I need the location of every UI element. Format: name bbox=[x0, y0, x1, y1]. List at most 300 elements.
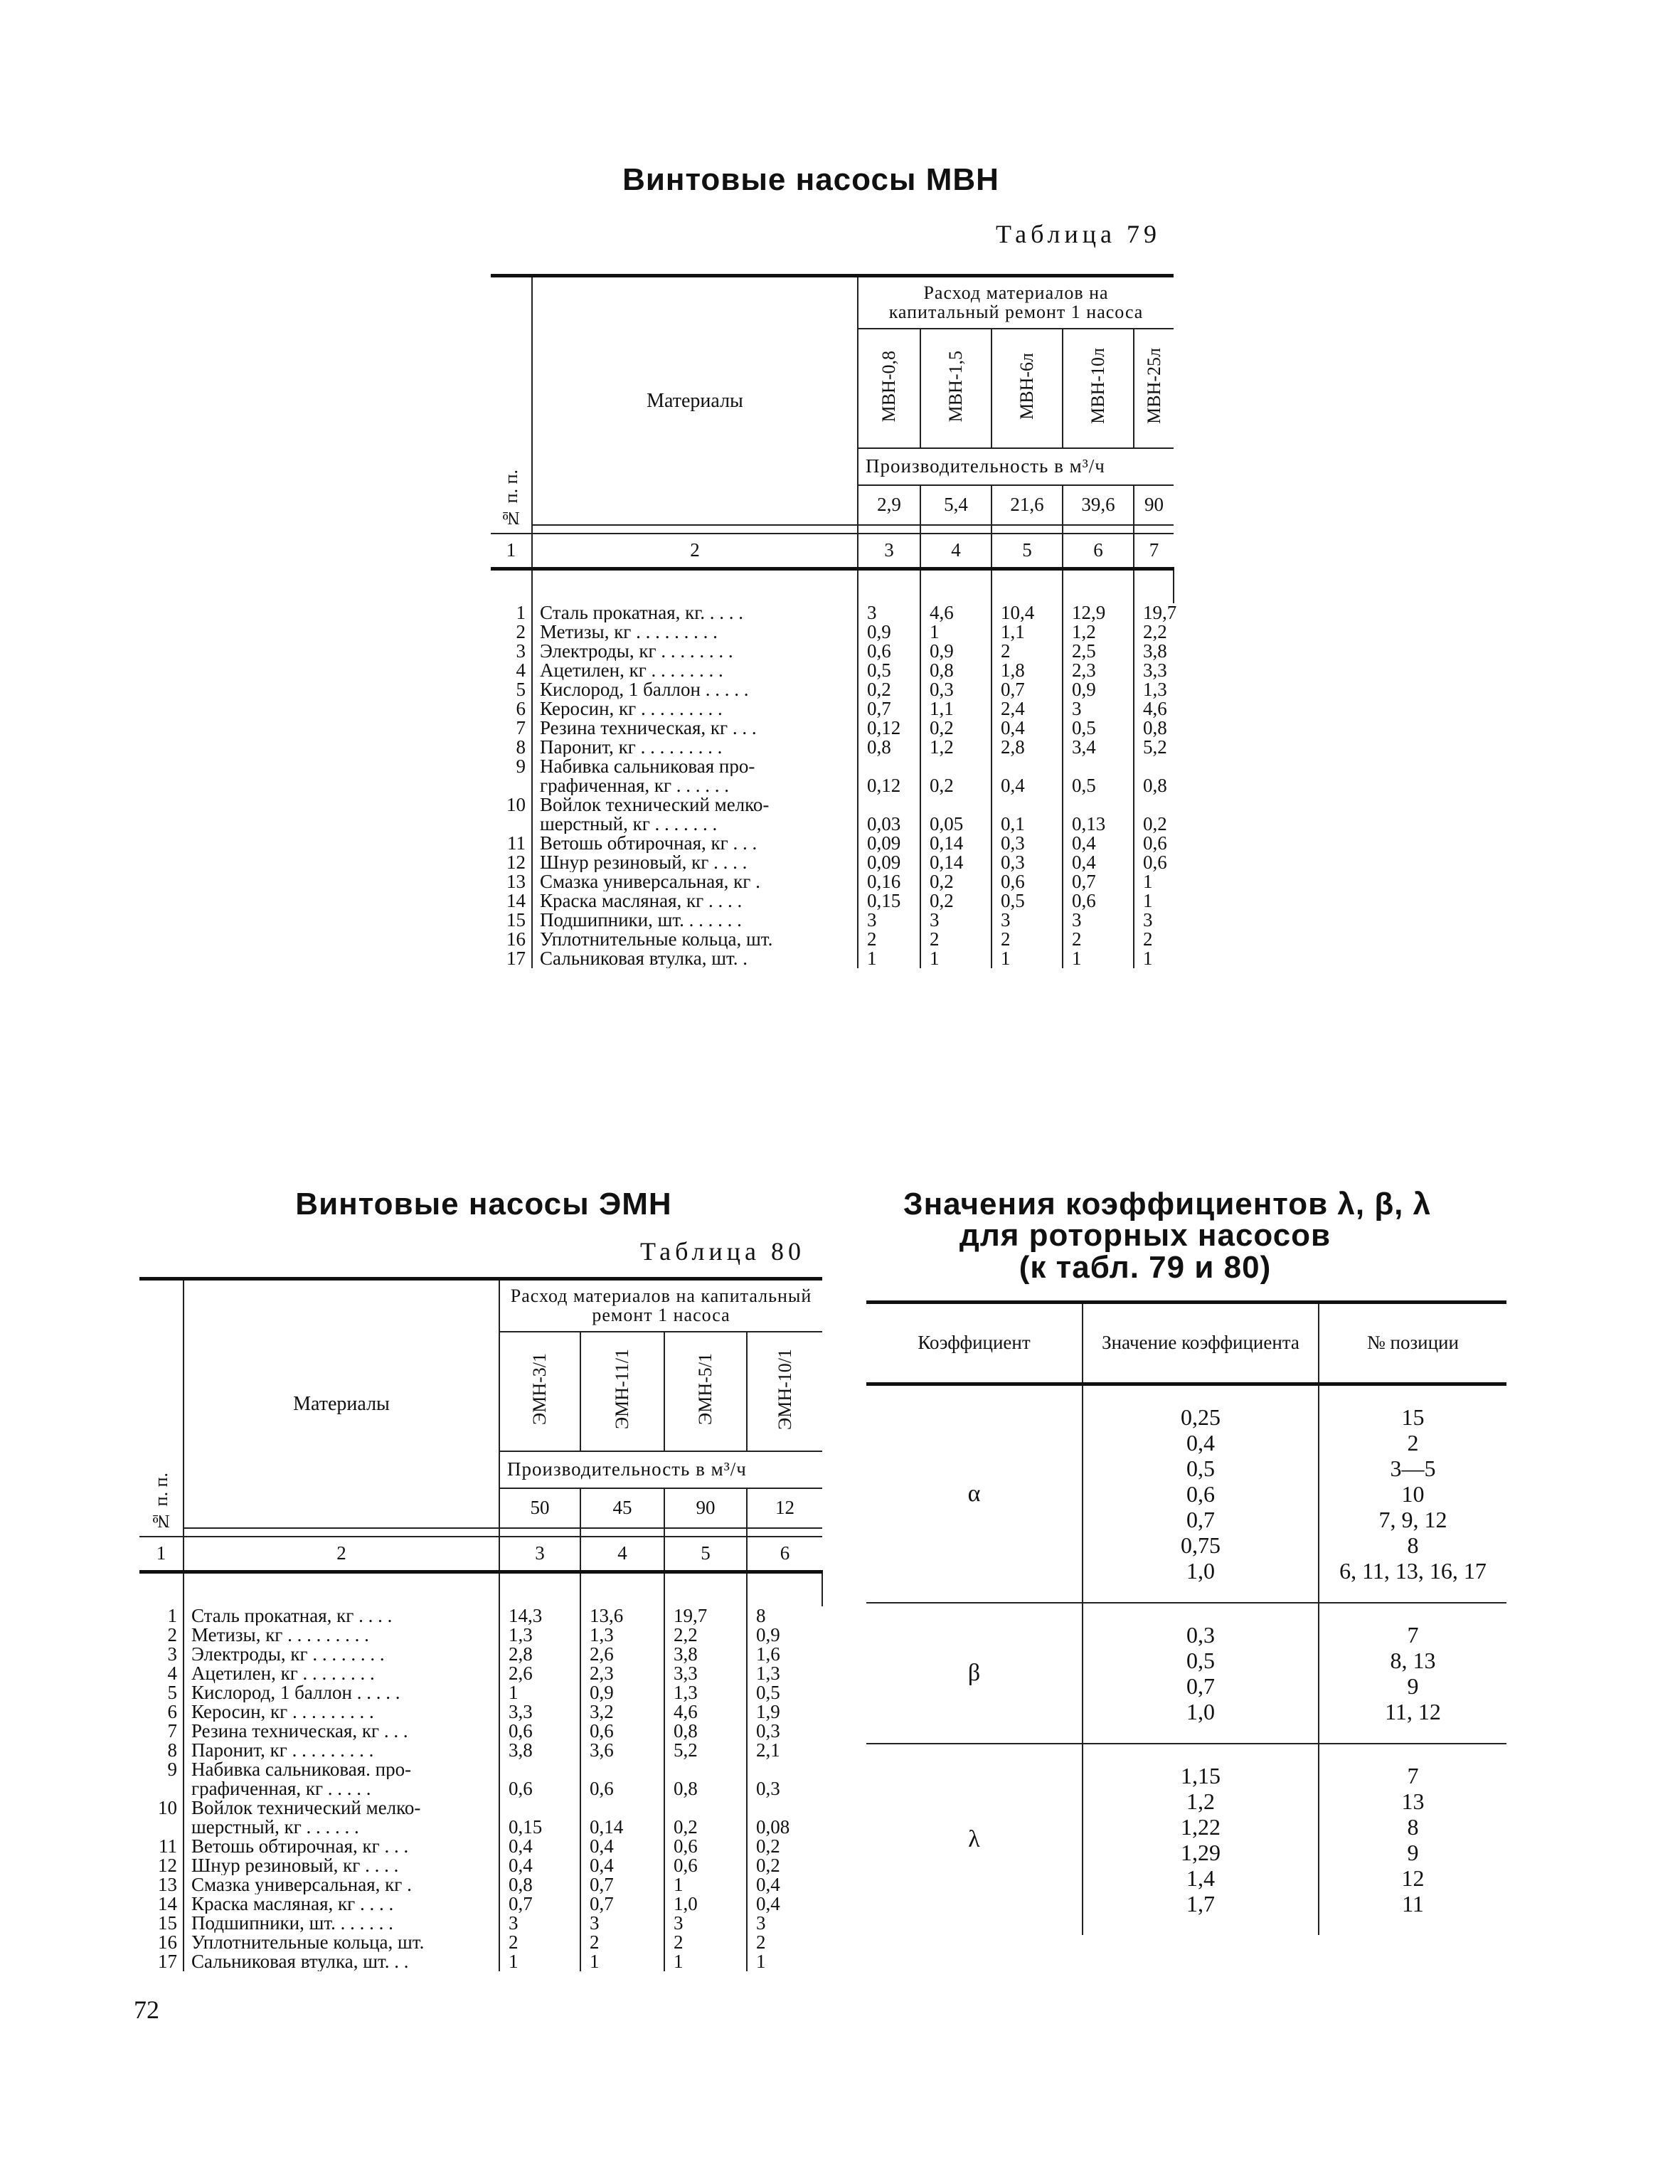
table80-productivity-value: 90 bbox=[664, 1488, 747, 1528]
coef-group-row bbox=[866, 1744, 1506, 1935]
coef-group-row bbox=[866, 1384, 1506, 1603]
coef-title-line2: для роторных насосов bbox=[959, 1218, 1331, 1253]
material-name: Смазка универсальная, кг . bbox=[184, 1875, 499, 1894]
coef-value: 1,22 bbox=[1181, 1814, 1221, 1840]
row-number: 3 bbox=[167, 1643, 177, 1665]
table80-numcol-label: № п. п. bbox=[150, 1473, 171, 1532]
material-name: графиченная, кг . . . . . . bbox=[532, 776, 858, 795]
table-row bbox=[491, 815, 1174, 834]
material-value: 0,9 bbox=[747, 1626, 822, 1645]
table80-gap bbox=[747, 1571, 822, 1606]
material-value: 0,8 bbox=[1134, 776, 1174, 795]
table80-col-number: 3 bbox=[499, 1537, 580, 1572]
coef-position: 13 bbox=[1401, 1788, 1425, 1814]
material-value: 0,2 bbox=[747, 1856, 822, 1875]
table-row bbox=[139, 1894, 822, 1914]
table80-gap bbox=[499, 1571, 580, 1606]
material-value: 0,3 bbox=[920, 680, 991, 699]
material-value: 2,8 bbox=[499, 1645, 580, 1664]
table-row bbox=[491, 680, 1174, 699]
material-value: 3,3 bbox=[1134, 661, 1174, 680]
material-value: 0,3 bbox=[747, 1779, 822, 1798]
table-row bbox=[491, 776, 1174, 795]
table80-col-number: 5 bbox=[664, 1537, 747, 1572]
table79-col-number: 5 bbox=[991, 534, 1063, 569]
table80-productivity-value: 45 bbox=[580, 1488, 664, 1528]
material-value: 0,9 bbox=[580, 1683, 664, 1702]
table-row bbox=[491, 738, 1174, 757]
material-value: 2,1 bbox=[747, 1741, 822, 1760]
table79-spacer bbox=[920, 525, 991, 534]
coef-header: № позиции bbox=[1319, 1303, 1506, 1384]
table79-title: Винтовые насосы МВН bbox=[622, 162, 999, 197]
table79-label: Таблица 79 bbox=[996, 220, 1161, 248]
table80-model-label: ЭМН-3/1 bbox=[529, 1353, 551, 1426]
material-value bbox=[747, 1798, 822, 1818]
coef-value: 0,6 bbox=[1186, 1481, 1215, 1507]
row-number: 16 bbox=[158, 1931, 177, 1953]
coef-positions bbox=[1319, 1603, 1506, 1744]
table79-numcol-header bbox=[491, 276, 532, 534]
material-value: 0,2 bbox=[920, 776, 991, 795]
material-value: 0,6 bbox=[664, 1856, 747, 1875]
table80-col-number: 1 bbox=[139, 1537, 184, 1572]
material-value: 0,7 bbox=[580, 1894, 664, 1914]
material-value: 0,08 bbox=[747, 1818, 822, 1837]
table-row bbox=[491, 891, 1174, 911]
material-value bbox=[664, 1798, 747, 1818]
table79-model-header bbox=[1134, 329, 1174, 448]
material-value: 13,6 bbox=[580, 1606, 664, 1626]
coef-symbol: α bbox=[866, 1384, 1083, 1603]
material-name: Ацетилен, кг . . . . . . . . bbox=[184, 1664, 499, 1683]
table-row bbox=[491, 949, 1174, 968]
table80 bbox=[139, 1277, 822, 1971]
table79-col-number: 2 bbox=[532, 534, 858, 569]
table-row bbox=[491, 834, 1174, 853]
table-row bbox=[491, 911, 1174, 930]
row-number: 5 bbox=[167, 1681, 177, 1703]
material-value: 0,8 bbox=[664, 1779, 747, 1798]
material-value: 0,4 bbox=[747, 1875, 822, 1894]
material-value: 0,2 bbox=[920, 719, 991, 738]
material-value: 1,9 bbox=[747, 1702, 822, 1722]
table-row bbox=[491, 930, 1174, 949]
material-value: 0,8 bbox=[499, 1875, 580, 1894]
table79-col-number: 6 bbox=[1063, 534, 1134, 569]
row-number: 9 bbox=[516, 755, 526, 777]
material-value: 2 bbox=[991, 642, 1063, 661]
material-value: 0,3 bbox=[991, 834, 1063, 853]
row-number bbox=[491, 776, 532, 795]
coef-value: 1,0 bbox=[1186, 1699, 1215, 1724]
table79-model-label: МВН-10л bbox=[1088, 348, 1109, 425]
material-value: 0,1 bbox=[991, 815, 1063, 834]
coef-positions bbox=[1319, 1384, 1506, 1603]
material-value: 1,3 bbox=[664, 1683, 747, 1702]
table-row bbox=[139, 1741, 822, 1760]
table80-group-header: Расход материалов на капитальный ремонт 1 насоса bbox=[499, 1279, 822, 1332]
table79 bbox=[491, 274, 1177, 969]
material-value: 0,6 bbox=[580, 1722, 664, 1741]
material-value: 0,5 bbox=[991, 891, 1063, 911]
material-value bbox=[920, 795, 991, 815]
material-value: 0,12 bbox=[858, 776, 920, 795]
material-value: 2,6 bbox=[580, 1645, 664, 1664]
material-value: 0,2 bbox=[664, 1818, 747, 1837]
coefficients-table bbox=[866, 1300, 1506, 1935]
material-value: 0,6 bbox=[499, 1779, 580, 1798]
table80-col-number: 4 bbox=[580, 1537, 664, 1572]
material-value: 4,6 bbox=[920, 603, 991, 622]
row-number: 10 bbox=[506, 793, 526, 815]
row-number: 11 bbox=[159, 1835, 177, 1857]
material-value: 2 bbox=[664, 1933, 747, 1952]
table80-spacer bbox=[184, 1528, 499, 1537]
table79-gap bbox=[1063, 568, 1134, 603]
material-value: 0,2 bbox=[920, 891, 991, 911]
material-name: Ацетилен, кг . . . . . . . . bbox=[532, 661, 858, 680]
material-value: 0,3 bbox=[991, 853, 1063, 872]
table79-model-header bbox=[991, 329, 1063, 448]
coef-position: 2 bbox=[1407, 1430, 1419, 1456]
material-value: 0,03 bbox=[858, 815, 920, 834]
table-row bbox=[491, 853, 1174, 872]
material-value: 3,3 bbox=[499, 1702, 580, 1722]
table80-gap bbox=[139, 1571, 184, 1606]
material-value: 8 bbox=[747, 1606, 822, 1626]
material-value: 3 bbox=[580, 1914, 664, 1933]
material-value: 0,6 bbox=[991, 872, 1063, 891]
material-value bbox=[664, 1760, 747, 1779]
table80-materials-header: Материалы bbox=[184, 1279, 499, 1528]
table79-model-label: МВН-1,5 bbox=[945, 350, 967, 423]
material-name: Подшипники, шт. . . . . . . bbox=[532, 911, 858, 930]
table-row bbox=[139, 1875, 822, 1894]
material-value: 0,9 bbox=[1063, 680, 1134, 699]
material-value: 1,3 bbox=[580, 1626, 664, 1645]
row-number bbox=[139, 1779, 184, 1798]
row-number: 8 bbox=[516, 736, 526, 758]
material-value: 3,3 bbox=[664, 1664, 747, 1683]
table79-gap bbox=[1134, 568, 1174, 603]
table-row bbox=[491, 719, 1174, 738]
table80-spacer bbox=[747, 1528, 822, 1537]
coef-value: 1,2 bbox=[1186, 1788, 1215, 1814]
material-name: Паронит, кг . . . . . . . . . bbox=[532, 738, 858, 757]
coef-values bbox=[1083, 1603, 1319, 1744]
coef-value: 1,0 bbox=[1186, 1558, 1215, 1584]
material-value: 0,2 bbox=[920, 872, 991, 891]
coef-position: 7 bbox=[1407, 1763, 1419, 1788]
table-row bbox=[491, 795, 1174, 815]
row-number: 2 bbox=[516, 620, 526, 642]
material-value: 0,6 bbox=[580, 1779, 664, 1798]
material-value: 1,1 bbox=[920, 699, 991, 719]
material-name: Шнур резиновый, кг . . . . bbox=[184, 1856, 499, 1875]
table80-spacer bbox=[664, 1528, 747, 1537]
material-name: Сталь прокатная, кг . . . . bbox=[184, 1606, 499, 1626]
material-value: 1 bbox=[499, 1683, 580, 1702]
table79-productivity-value: 5,4 bbox=[920, 485, 991, 525]
table80-col-number: 2 bbox=[184, 1537, 499, 1572]
coef-position: 11, 12 bbox=[1385, 1699, 1441, 1724]
material-value: 5,2 bbox=[1134, 738, 1174, 757]
row-number: 2 bbox=[167, 1623, 177, 1645]
row-number: 7 bbox=[167, 1719, 177, 1742]
row-number: 13 bbox=[506, 870, 526, 892]
row-number: 1 bbox=[167, 1604, 177, 1626]
row-number: 15 bbox=[158, 1912, 177, 1934]
material-value: 1 bbox=[920, 622, 991, 642]
table79-model-header bbox=[858, 329, 920, 448]
material-name: Набивка сальниковая про- bbox=[532, 757, 858, 776]
coef-position: 8, 13 bbox=[1390, 1648, 1436, 1673]
material-value: 3,4 bbox=[1063, 738, 1134, 757]
material-value: 1 bbox=[580, 1952, 664, 1971]
material-name: Сальниковая втулка, шт. . . bbox=[184, 1952, 499, 1971]
coef-value: 0,5 bbox=[1186, 1456, 1215, 1481]
material-name: Керосин, кг . . . . . . . . . bbox=[184, 1702, 499, 1722]
material-value: 0,7 bbox=[991, 680, 1063, 699]
material-value bbox=[920, 757, 991, 776]
material-name: Сталь прокатная, кг. . . . . bbox=[532, 603, 858, 622]
coef-position: 12 bbox=[1401, 1865, 1425, 1891]
coef-position: 9 bbox=[1407, 1673, 1419, 1699]
material-value: 0,14 bbox=[920, 853, 991, 872]
material-value: 1 bbox=[1134, 949, 1174, 968]
table79-model-label: МВН-0,8 bbox=[878, 350, 900, 423]
row-number: 5 bbox=[516, 678, 526, 700]
table80-spacer bbox=[580, 1528, 664, 1537]
table79-spacer bbox=[858, 525, 920, 534]
page-number: 72 bbox=[134, 1995, 159, 2024]
material-name: Войлок технический мелко- bbox=[532, 795, 858, 815]
material-value: 2 bbox=[858, 930, 920, 949]
table79-gap bbox=[920, 568, 991, 603]
row-number: 10 bbox=[158, 1796, 177, 1818]
material-value: 1,3 bbox=[499, 1626, 580, 1645]
table79-productivity-value: 21,6 bbox=[991, 485, 1063, 525]
coef-value: 1,15 bbox=[1181, 1763, 1221, 1788]
material-value: 0,6 bbox=[499, 1722, 580, 1741]
table-row bbox=[139, 1722, 822, 1741]
material-value: 0,6 bbox=[1063, 891, 1134, 911]
material-name: Шнур резиновый, кг . . . . bbox=[532, 853, 858, 872]
material-value: 2,8 bbox=[991, 738, 1063, 757]
table-row bbox=[491, 872, 1174, 891]
material-name: Электроды, кг . . . . . . . . bbox=[532, 642, 858, 661]
material-value: 0,4 bbox=[580, 1837, 664, 1856]
material-value bbox=[1063, 795, 1134, 815]
material-value: 0,6 bbox=[858, 642, 920, 661]
table-row bbox=[139, 1760, 822, 1779]
table-row bbox=[139, 1914, 822, 1933]
material-value: 3 bbox=[1134, 911, 1174, 930]
material-value: 3 bbox=[920, 911, 991, 930]
material-value: 0,4 bbox=[1063, 853, 1134, 872]
material-value: 5,2 bbox=[664, 1741, 747, 1760]
table-row bbox=[491, 622, 1174, 642]
material-value: 3 bbox=[1063, 911, 1134, 930]
table79-model-label: МВН-25л bbox=[1143, 348, 1164, 425]
row-number: 4 bbox=[516, 659, 526, 681]
material-value: 1 bbox=[1134, 891, 1174, 911]
table79-spacer bbox=[991, 525, 1063, 534]
table79-spacer bbox=[532, 525, 858, 534]
table79-col-number: 7 bbox=[1134, 534, 1174, 569]
material-value: 2 bbox=[580, 1933, 664, 1952]
material-value: 1 bbox=[1063, 949, 1134, 968]
coef-title-line1: Значения коэффициентов λ, β, λ bbox=[903, 1187, 1432, 1221]
material-value: 0,9 bbox=[920, 642, 991, 661]
material-value: 3 bbox=[499, 1914, 580, 1933]
material-value: 0,14 bbox=[920, 834, 991, 853]
material-value: 3,8 bbox=[499, 1741, 580, 1760]
material-value bbox=[1134, 795, 1174, 815]
material-name: Метизы, кг . . . . . . . . . bbox=[184, 1626, 499, 1645]
material-name: Смазка универсальная, кг . bbox=[532, 872, 858, 891]
material-value: 3,8 bbox=[664, 1645, 747, 1664]
row-number: 14 bbox=[506, 889, 526, 911]
table79-model-header bbox=[1063, 329, 1134, 448]
material-value: 0,9 bbox=[858, 622, 920, 642]
material-value: 3 bbox=[991, 911, 1063, 930]
row-number: 6 bbox=[167, 1700, 177, 1722]
row-number bbox=[139, 1818, 184, 1837]
row-number: 4 bbox=[167, 1662, 177, 1684]
material-value: 0,09 bbox=[858, 834, 920, 853]
table-row bbox=[139, 1683, 822, 1702]
coef-values bbox=[1083, 1744, 1319, 1935]
material-value: 0,6 bbox=[1134, 853, 1174, 872]
table80-model-header bbox=[664, 1332, 747, 1451]
coef-position: 7 bbox=[1407, 1622, 1419, 1648]
table79-gap bbox=[532, 568, 858, 603]
table-row bbox=[139, 1818, 822, 1837]
material-value: 2,2 bbox=[1134, 622, 1174, 642]
material-name: Электроды, кг . . . . . . . . bbox=[184, 1645, 499, 1664]
table-row bbox=[139, 1837, 822, 1856]
material-value bbox=[747, 1760, 822, 1779]
coef-value: 0,5 bbox=[1186, 1648, 1215, 1673]
material-value: 3,2 bbox=[580, 1702, 664, 1722]
table80-gap bbox=[580, 1571, 664, 1606]
material-value: 0,4 bbox=[991, 776, 1063, 795]
table79-productivity-label: Производительность в м³/ч bbox=[858, 448, 1174, 485]
coef-value: 0,3 bbox=[1186, 1622, 1215, 1648]
material-value: 1,8 bbox=[991, 661, 1063, 680]
material-value: 3 bbox=[1063, 699, 1134, 719]
coef-position: 7, 9, 12 bbox=[1378, 1507, 1447, 1532]
table79-gap bbox=[858, 568, 920, 603]
material-value: 3 bbox=[858, 603, 920, 622]
material-value: 0,2 bbox=[747, 1837, 822, 1856]
table79-gap bbox=[491, 568, 532, 603]
material-value: 19,7 bbox=[1134, 603, 1174, 622]
material-name: Метизы, кг . . . . . . . . . bbox=[532, 622, 858, 642]
table80-label: Таблица 80 bbox=[640, 1237, 805, 1266]
material-value: 1,2 bbox=[920, 738, 991, 757]
coef-symbol: λ bbox=[968, 1826, 980, 1852]
table-row bbox=[139, 1645, 822, 1664]
material-value: 0,5 bbox=[1063, 719, 1134, 738]
material-value: 0,16 bbox=[858, 872, 920, 891]
material-value: 19,7 bbox=[664, 1606, 747, 1626]
table79-group-header: Расход материалов на капитальный ремонт 1 насоса bbox=[858, 276, 1174, 329]
material-name: шерстный, кг . . . . . . . bbox=[532, 815, 858, 834]
table-row bbox=[491, 757, 1174, 776]
material-value: 2 bbox=[991, 930, 1063, 949]
material-name: Кислород, 1 баллон . . . . . bbox=[184, 1683, 499, 1702]
material-value: 0,4 bbox=[499, 1837, 580, 1856]
table80-model-label: ЭМН-5/1 bbox=[695, 1353, 716, 1426]
table-row bbox=[139, 1606, 822, 1626]
material-value bbox=[499, 1798, 580, 1818]
table80-model-header bbox=[747, 1332, 822, 1451]
material-value: 0,8 bbox=[858, 738, 920, 757]
row-number: 12 bbox=[158, 1854, 177, 1876]
material-value: 1 bbox=[664, 1952, 747, 1971]
table80-numcol-header bbox=[139, 1279, 184, 1537]
coef-value: 0,25 bbox=[1181, 1404, 1221, 1430]
table79-col-number: 1 bbox=[491, 534, 532, 569]
table-row bbox=[491, 642, 1174, 661]
material-name: шерстный, кг . . . . . . bbox=[184, 1818, 499, 1837]
table79-spacer bbox=[1063, 525, 1134, 534]
material-value: 2,3 bbox=[1063, 661, 1134, 680]
material-value: 0,5 bbox=[747, 1683, 822, 1702]
material-value: 0,2 bbox=[1134, 815, 1174, 834]
material-value bbox=[580, 1798, 664, 1818]
material-value bbox=[580, 1760, 664, 1779]
material-value: 1 bbox=[991, 949, 1063, 968]
table79-model-label: МВН-6л bbox=[1016, 352, 1038, 420]
coef-title-line3: (к табл. 79 и 80) bbox=[1019, 1250, 1272, 1285]
row-number: 1 bbox=[516, 601, 526, 623]
table-row bbox=[491, 699, 1174, 719]
material-value bbox=[499, 1760, 580, 1779]
row-number: 12 bbox=[506, 851, 526, 873]
material-value: 0,7 bbox=[858, 699, 920, 719]
table79-col-number: 3 bbox=[858, 534, 920, 569]
material-value: 2,3 bbox=[580, 1664, 664, 1683]
table79-gap bbox=[991, 568, 1063, 603]
row-number: 14 bbox=[158, 1892, 177, 1914]
row-number: 17 bbox=[506, 947, 526, 969]
material-value: 0,7 bbox=[499, 1894, 580, 1914]
table-row bbox=[139, 1856, 822, 1875]
table80-gap bbox=[664, 1571, 747, 1606]
material-value: 0,4 bbox=[747, 1894, 822, 1914]
table-row bbox=[139, 1626, 822, 1645]
material-value: 1 bbox=[747, 1952, 822, 1971]
material-value: 1,0 bbox=[664, 1894, 747, 1914]
material-value: 1,1 bbox=[991, 622, 1063, 642]
table-row bbox=[139, 1779, 822, 1798]
material-name: Уплотнительные кольца, шт. bbox=[184, 1933, 499, 1952]
table80-gap bbox=[184, 1571, 499, 1606]
material-value: 0,8 bbox=[920, 661, 991, 680]
material-value: 3,6 bbox=[580, 1741, 664, 1760]
coef-value: 0,7 bbox=[1186, 1673, 1215, 1699]
material-value bbox=[1063, 757, 1134, 776]
table80-title: Винтовые насосы ЭМН bbox=[295, 1187, 672, 1221]
material-name: Подшипники, шт. . . . . . . bbox=[184, 1914, 499, 1933]
coef-position: 9 bbox=[1407, 1840, 1419, 1865]
coef-position: 15 bbox=[1401, 1404, 1425, 1430]
material-name: Войлок технический мелко- bbox=[184, 1798, 499, 1818]
